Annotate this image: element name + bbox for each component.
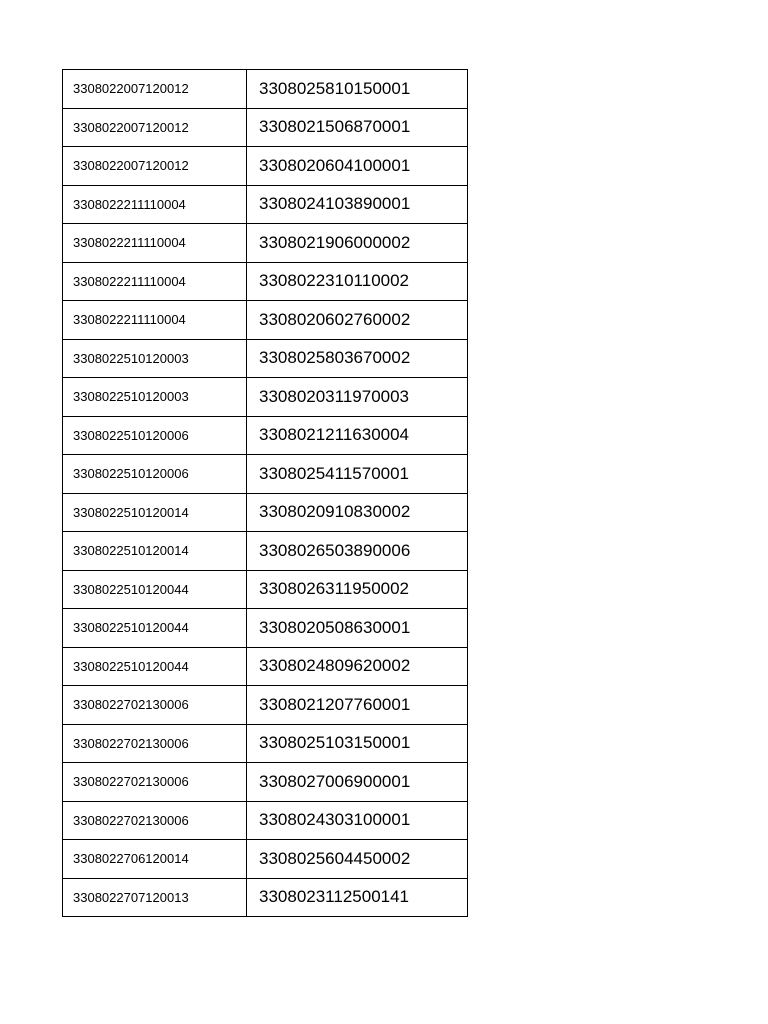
family-card-number-cell: 3308022007120012 [63, 70, 247, 109]
table-row [63, 301, 468, 340]
family-card-number-cell: 3308022211110004 [63, 301, 247, 340]
id-number-cell: 3308024809620002 [247, 647, 468, 686]
table-row [63, 840, 468, 879]
id-number-cell: 3308026503890006 [247, 532, 468, 571]
table-row [63, 416, 468, 455]
table-row [63, 647, 468, 686]
family-card-number-cell: 3308022702130006 [63, 724, 247, 763]
id-number-table [62, 69, 468, 917]
family-card-number-cell: 3308022211110004 [63, 262, 247, 301]
table-row [63, 686, 468, 725]
id-number-cell: 3308026311950002 [247, 570, 468, 609]
id-number-cell: 3308020602760002 [247, 301, 468, 340]
table-row [63, 70, 468, 109]
table-row [63, 801, 468, 840]
id-number-cell: 3308024303100001 [247, 801, 468, 840]
id-number-cell: 3308024103890001 [247, 185, 468, 224]
id-number-cell: 3308023112500141 [247, 878, 468, 917]
table-row [63, 378, 468, 417]
family-card-number-cell: 3308022510120003 [63, 339, 247, 378]
table-row [63, 878, 468, 917]
id-number-cell: 3308025103150001 [247, 724, 468, 763]
id-number-cell: 3308027006900001 [247, 763, 468, 802]
id-number-cell: 3308025803670002 [247, 339, 468, 378]
id-number-cell: 3308021506870001 [247, 108, 468, 147]
table-row [63, 108, 468, 147]
table-body [63, 70, 468, 917]
id-number-cell: 3308025411570001 [247, 455, 468, 494]
family-card-number-cell: 3308022510120044 [63, 609, 247, 648]
table-row [63, 724, 468, 763]
id-number-cell: 3308021906000002 [247, 224, 468, 263]
table-row [63, 224, 468, 263]
id-number-cell: 3308020910830002 [247, 493, 468, 532]
table-row [63, 532, 468, 571]
table-row [63, 609, 468, 648]
id-number-cell: 3308020508630001 [247, 609, 468, 648]
id-number-cell: 3308025810150001 [247, 70, 468, 109]
table-row [63, 147, 468, 186]
table-row [63, 455, 468, 494]
family-card-number-cell: 3308022702130006 [63, 763, 247, 802]
table-row [63, 570, 468, 609]
family-card-number-cell: 3308022510120044 [63, 647, 247, 686]
family-card-number-cell: 3308022702130006 [63, 801, 247, 840]
table-row [63, 763, 468, 802]
family-card-number-cell: 3308022706120014 [63, 840, 247, 879]
family-card-number-cell: 3308022007120012 [63, 108, 247, 147]
id-number-cell: 3308025604450002 [247, 840, 468, 879]
table-row [63, 493, 468, 532]
table-row [63, 262, 468, 301]
table-row [63, 185, 468, 224]
id-number-cell: 3308021211630004 [247, 416, 468, 455]
family-card-number-cell: 3308022510120003 [63, 378, 247, 417]
family-card-number-cell: 3308022510120044 [63, 570, 247, 609]
family-card-number-cell: 3308022510120014 [63, 493, 247, 532]
family-card-number-cell: 3308022211110004 [63, 185, 247, 224]
id-number-cell: 3308020604100001 [247, 147, 468, 186]
table-row [63, 339, 468, 378]
family-card-number-cell: 3308022211110004 [63, 224, 247, 263]
id-number-cell: 3308022310110002 [247, 262, 468, 301]
family-card-number-cell: 3308022007120012 [63, 147, 247, 186]
family-card-number-cell: 3308022510120014 [63, 532, 247, 571]
family-card-number-cell: 3308022707120013 [63, 878, 247, 917]
id-number-cell: 3308021207760001 [247, 686, 468, 725]
family-card-number-cell: 3308022702130006 [63, 686, 247, 725]
family-card-number-cell: 3308022510120006 [63, 416, 247, 455]
family-card-number-cell: 3308022510120006 [63, 455, 247, 494]
id-number-cell: 3308020311970003 [247, 378, 468, 417]
